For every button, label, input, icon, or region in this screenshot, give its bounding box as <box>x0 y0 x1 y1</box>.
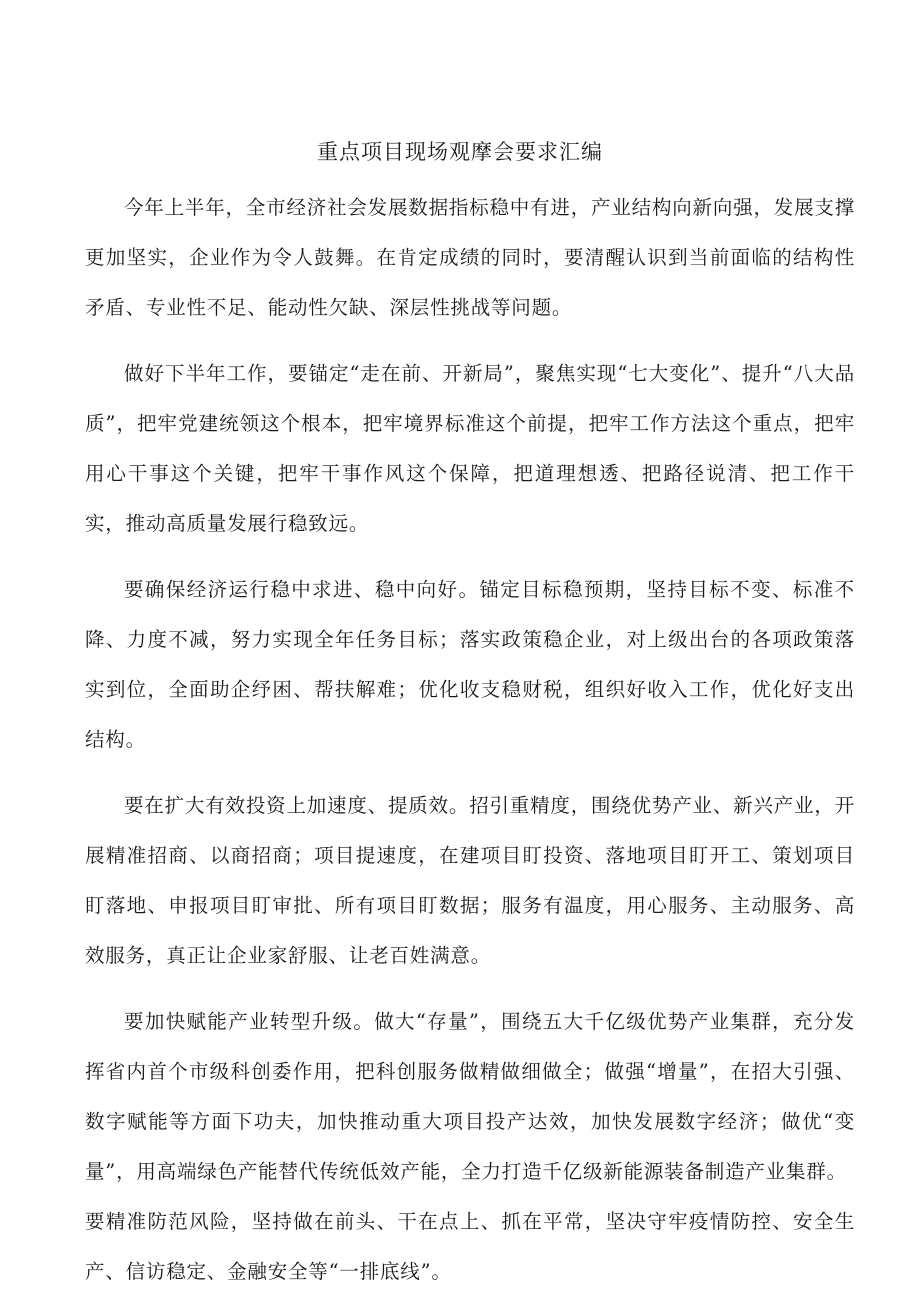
paragraph-3: 要确保经济运行稳中求进、稳中向好。锚定目标稳预期，坚持目标不变、标准不降、力度不减，努力实现全年任务目标；落实政策稳企业，对上级出台的各项政策落实到位，全面助企纾困、帮扶解难；优化收支稳财税，组织好收入工作，优化好支出结构。 <box>85 578 855 751</box>
document-title: 重点项目现场观摩会要求汇编 <box>317 140 603 164</box>
paragraph-4: 要在扩大有效投资上加速度、提质效。招引重精度，围绕优势产业、新兴产业，开展精准招商、以商招商；项目提速度，在建项目盯投资、落地项目盯开工、策划项目盯落地、申报项目盯审批、所有项目盯数据；服务有温度，用心服务、主动服务、高效服务，真正让企业家舒服、让老百姓满意。 <box>85 794 855 967</box>
document-body <box>85 183 855 1313</box>
paragraph-6: 要精准防范风险，坚持做在前头、干在点上、抓在平常，坚决守牢疫情防控、安全生产、信访稳定、金融安全等“一排底线”。 <box>85 1210 855 1283</box>
paragraph-5: 要加快赋能产业转型升级。做大“存量”，围绕五大千亿级优势产业集群，充分发挥省内首个市级科创委作用，把科创服务做精做细做全；做强“增量”，在招大引强、数字赋能等方面下功夫，加快推动重大项目投产达效，加快发展数字经济；做优“变量”，用高端绿色产能替代传统低效产能，全力打造千亿级新能源装备制造产业集群。 <box>85 1010 855 1183</box>
paragraph-2: 做好下半年工作，要锚定“走在前、开新局”，聚焦实现“七大变化”、提升“八大品质”，把牢党建统领这个根本，把牢境界标准这个前提，把牢工作方法这个重点，把牢用心干事这个关键，把牢干事作风这个保障，把道理想透、把路径说清、把工作干实，推动高质量发展行稳致远。 <box>85 362 855 535</box>
paragraph-1: 今年上半年，全市经济社会发展数据指标稳中有进，产业结构向新向强，发展支撑更加坚实，企业作为令人鼓舞。在肯定成绩的同时，要清醒认识到当前面临的结构性矛盾、专业性不足、能动性欠缺、深层性挑战等问题。 <box>85 196 855 319</box>
